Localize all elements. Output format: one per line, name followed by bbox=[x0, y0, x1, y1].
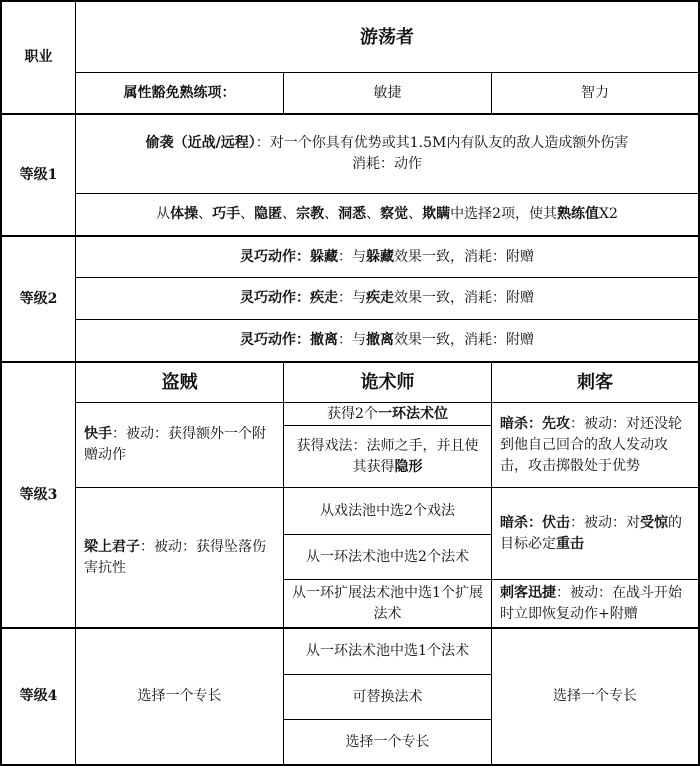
level1.skills_bold: 熟练值 bbox=[557, 206, 600, 222]
subclass-thief: 盗贼 bbox=[161, 372, 198, 393]
class-label: 职业 bbox=[24, 49, 53, 65]
level3.thief.fast_hands_desc: ：被动：获得额外一个附赠动作 bbox=[84, 426, 266, 463]
trickster-expanded-spell: 从一环扩展法术池中选1个扩展法术 bbox=[292, 584, 483, 622]
level2.rows.0.name2: 躲藏 bbox=[366, 248, 394, 265]
level3.thief.climber_title: 梁上君子 bbox=[84, 538, 140, 555]
skills-cell bbox=[76, 194, 698, 235]
skill-deception: 欺瞒 bbox=[422, 206, 451, 222]
level1.skills_sep: 、 bbox=[408, 206, 423, 222]
level3-label: 等级3 bbox=[19, 486, 58, 503]
level1.skills_end: X2 bbox=[599, 206, 618, 222]
trickster-level1-spell: 从一环法术池中选1个法术 bbox=[306, 643, 469, 659]
level3.trickster.r2_bold: 隐形 bbox=[394, 458, 423, 475]
level2.rows.0.mid: ：与 bbox=[338, 248, 366, 265]
level1.skills_sep: 、 bbox=[198, 206, 213, 222]
attribute-dexterity: 敏捷 bbox=[373, 84, 402, 101]
sneak-attack-cost: 消耗：动作 bbox=[351, 156, 422, 172]
level3.assassin.a2_title: 暗杀：伏击 bbox=[500, 514, 570, 531]
cunning-action-dash bbox=[76, 278, 698, 319]
attribute-intelligence: 智力 bbox=[581, 84, 609, 101]
sneak-attack-cell bbox=[76, 115, 698, 193]
level4-label: 等级4 bbox=[19, 688, 58, 704]
level3.trickster.r1_prefix: 获得2个 bbox=[327, 405, 378, 422]
sneak-attack-desc: ：对一个你具有优势或其1.5M内有队友的敌人造成额外伤害 bbox=[255, 135, 629, 151]
level3.assassin.a1_title: 暗杀：先攻 bbox=[500, 415, 570, 432]
level3.trickster.r1_bold: 一环法术位 bbox=[377, 405, 448, 422]
level1.skills_sep: 、 bbox=[240, 206, 255, 222]
trickster-mage-hand bbox=[284, 426, 491, 487]
thief-feat: 选择一个专长 bbox=[137, 688, 222, 704]
cunning-action-disengage bbox=[76, 320, 698, 361]
level1.skills_sep: 、 bbox=[324, 206, 339, 222]
level1.skills_prefix: 从 bbox=[156, 206, 171, 222]
skill-religion: 宗教 bbox=[296, 206, 325, 222]
trickster-spell-slots bbox=[284, 403, 491, 425]
level2.rows.2.prefix: 灵巧动作： bbox=[240, 332, 310, 348]
assassin-feat: 选择一个专长 bbox=[553, 688, 637, 704]
level2.rows.1.name: 疾走 bbox=[310, 290, 338, 306]
level3.assassin.a2_bold1: 受惊 bbox=[640, 514, 668, 531]
level1.skills_sep: 、 bbox=[366, 206, 381, 222]
trickster-replace-spell: 可替换法术 bbox=[352, 688, 423, 705]
subclass-arcane-trickster: 诡术师 bbox=[360, 372, 415, 393]
level3.thief.climber_desc: ：被动：获得坠落伤害抗性 bbox=[84, 538, 266, 576]
skill-perception: 察觉 bbox=[380, 206, 409, 222]
level1.skills_sep: 、 bbox=[282, 206, 297, 222]
level2.rows.2.suffix: 效果一致，消耗：附赠 bbox=[394, 332, 534, 348]
thief-second-story-work bbox=[76, 488, 283, 627]
level2.rows.0.suffix: 效果一致，消耗：附赠 bbox=[394, 248, 534, 265]
level2.rows.1.suffix: 效果一致，消耗：附赠 bbox=[394, 290, 534, 306]
skill-insight: 洞悉 bbox=[338, 206, 367, 222]
trickster-level1-spells: 从一环法术池中选2个法术 bbox=[306, 548, 469, 565]
subclass-assassin: 刺客 bbox=[577, 372, 613, 393]
trickster-cantrips: 从戏法池中选2个戏法 bbox=[320, 502, 455, 519]
level2.rows.2.mid: ：与 bbox=[338, 332, 366, 348]
level2.rows.2.name2: 撤离 bbox=[366, 332, 394, 348]
level1-label: 等级1 bbox=[19, 166, 58, 183]
level3.assassin.a3_title: 刺客迅捷 bbox=[500, 584, 556, 601]
assassin-initiative bbox=[492, 403, 698, 487]
cunning-action-hide bbox=[76, 237, 698, 277]
level3.assassin.a2_desc1: ：被动：对 bbox=[570, 514, 640, 531]
level3.assassin.a3_desc: ：被动：在战斗开始时立即恢复动作+附赠 bbox=[500, 584, 682, 622]
sneak-attack-title: 偷袭（近战/远程） bbox=[145, 135, 256, 151]
level2.rows.1.mid: ：与 bbox=[338, 290, 366, 306]
level2.rows.0.name: 躲藏 bbox=[310, 248, 338, 265]
skill-sleight-of-hand: 巧手 bbox=[212, 206, 241, 222]
level3.trickster.r2_text: 获得戏法：法师之手，并且使其获得 bbox=[296, 437, 479, 475]
class-name: 游荡者 bbox=[360, 26, 414, 48]
level2.rows.2.name: 撤离 bbox=[310, 332, 338, 348]
level2.rows.0.prefix: 灵巧动作： bbox=[240, 248, 310, 265]
thief-fast-hands bbox=[76, 403, 283, 487]
level3.assassin.a1_desc: ：被动：对还没轮到他自己回合的敌人发动攻击，攻击掷骰处于优势 bbox=[500, 415, 682, 474]
skill-stealth: 隐匿 bbox=[254, 206, 283, 222]
level1.skills_suffix: 中选择2项，使其 bbox=[450, 206, 558, 222]
skill-acrobatics: 体操 bbox=[170, 206, 199, 222]
level3.thief.fast_hands_title: 快手 bbox=[84, 426, 112, 442]
level2.rows.1.prefix: 灵巧动作： bbox=[240, 290, 310, 306]
attributes-label: 属性豁免熟练项： bbox=[123, 84, 236, 101]
assassin-swiftness bbox=[492, 580, 698, 627]
trickster-feat: 选择一个专长 bbox=[345, 733, 430, 750]
level2.rows.1.name2: 疾走 bbox=[366, 290, 394, 306]
level3.assassin.a2_desc2: 的目标必定 bbox=[500, 514, 682, 552]
level3.assassin.a2_bold2: 重击 bbox=[556, 535, 584, 552]
assassin-ambush bbox=[492, 488, 698, 579]
level2-label: 等级2 bbox=[19, 290, 58, 307]
